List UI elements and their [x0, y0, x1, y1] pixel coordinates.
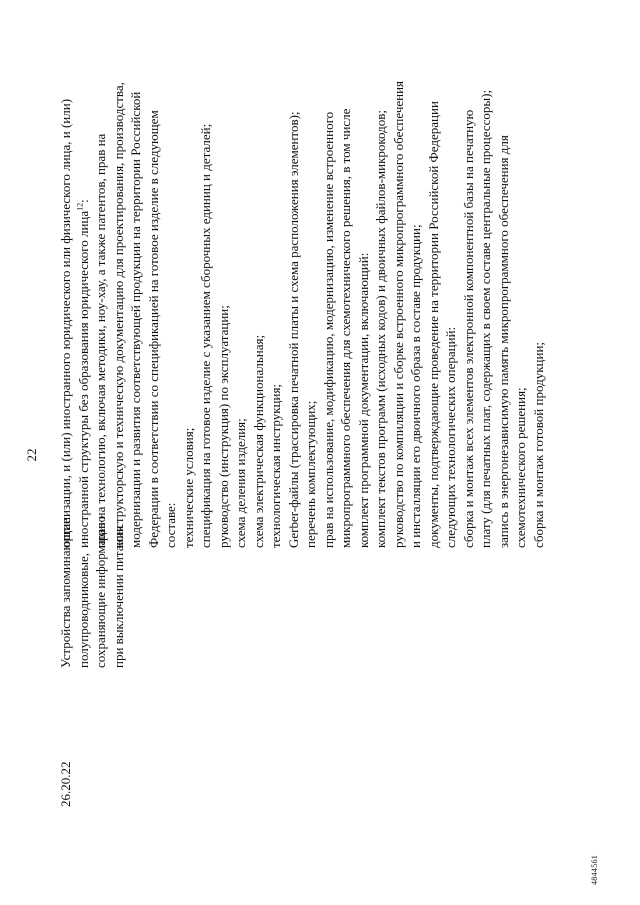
document-id: 4844561: [590, 854, 599, 885]
product-name-line: Устройства запоминающие: [58, 518, 73, 668]
product-code: 26.20.22: [58, 761, 73, 807]
conditions-line: Gerber-файлы (трассировка печатной платы и схема расположения элементов);: [285, 111, 301, 548]
conditions-line: модернизации и развития соответствующей продукции на территории Российской: [128, 91, 143, 548]
conditions-line: следующих технологических операций:: [443, 326, 458, 548]
conditions-line-text: иностранной структуры без образования юридического лица: [75, 210, 91, 548]
conditions-line: технические условия;: [180, 427, 196, 548]
page-number: 22: [24, 448, 39, 462]
conditions-line: перечень комплектующих;: [303, 400, 318, 548]
conditions-line: конструкторскую и техническую документацию для проектирования, производства,: [110, 82, 126, 548]
conditions-line: прав на технологию, включая методики, ноу-хау, а также патентов, прав на: [93, 133, 108, 548]
conditions-line: документы, подтверждающие проведение на территории Российской Федерации: [425, 101, 441, 548]
conditions-line: спецификация на готовое изделие с указанием сборочных единиц и деталей;: [198, 123, 213, 548]
product-name-line: при выключении питания: [110, 525, 126, 668]
conditions-line: запись в энергонезависимую память микропрограммного обеспечения для: [495, 135, 511, 548]
conditions-text: [57, 8, 547, 548]
conditions-line: схемотехнического решения;: [513, 387, 528, 548]
conditions-line: Федерации в соответствии со спецификацией на готовое изделие в следующем: [145, 110, 161, 548]
conditions-line: и инсталляции его двоичного образа в составе продукции;: [408, 224, 423, 548]
conditions-line: схема деления изделия;: [233, 418, 248, 548]
conditions-line: микропрограммного обеспечения для схемотехнического решения, в том числе: [338, 108, 353, 548]
conditions-line: технологическая инструкция;: [268, 383, 283, 548]
product-name-line: сохраняющие информацию: [93, 515, 108, 668]
conditions-line: комплект текстов программ (исходных кодов) и двоичных файлов-микрокодов;: [373, 109, 388, 548]
conditions-line: комплект программной документации, включающий:: [355, 252, 371, 548]
conditions-line: сборка и монтаж готовой продукции;: [530, 341, 546, 548]
conditions-line: иностранной структуры без образования юридического лица$^{12}$:: [75, 199, 91, 548]
conditions-line: организации, и (или) иностранного юридического или физического лица, и (или): [58, 98, 73, 548]
product-name-line: полупроводниковые,: [75, 553, 91, 668]
conditions-line: составе:: [163, 502, 178, 548]
conditions-line: сборка и монтаж всех элементов электронной компонентной базы на печатную: [460, 109, 476, 548]
conditions-line: плату (для печатных плат, содержащих в своем составе центральные процессоры);: [478, 89, 493, 548]
footnote-reference: 12: [75, 202, 85, 211]
conditions-line: прав на использование, модификацию, модернизацию, изменение встроенного: [320, 111, 336, 548]
conditions-line: руководство по компиляции и сборке встроенного микропрограммного обеспечения: [390, 80, 406, 548]
conditions-line: руководство (инструкция) по эксплуатации;: [215, 305, 231, 548]
conditions-line: схема электрическая функциональная;: [250, 334, 266, 548]
